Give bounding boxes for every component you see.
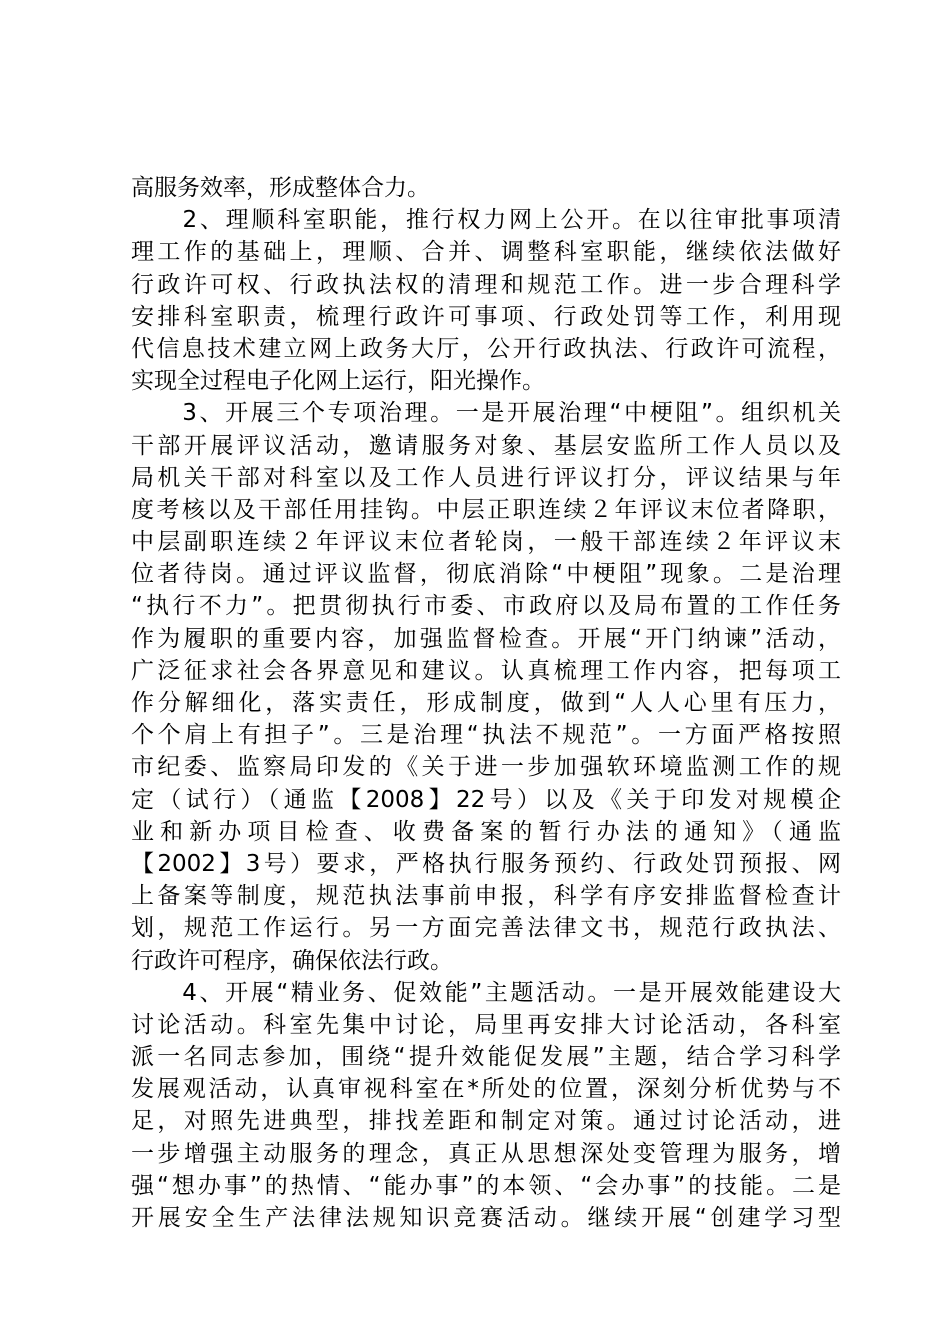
text-line: 一步增强主动服务的理念，真正从思想深处变管理为服务，增 [131, 1140, 841, 1167]
text-line: 4、开展“精业务、促效能”主题活动。一是开展效能建设大 [131, 979, 841, 1006]
text-line: 开展安全生产法律法规知识竞赛活动。继续开展“创建学习型 [131, 1205, 841, 1231]
text-line: 2、理顺科室职能，推行权力网上公开。在以往审批事项清 [131, 207, 841, 234]
text-line: “执行不力”。把贯彻执行市委、市政府以及局布置的工作任务 [131, 593, 841, 620]
text-line: 实现全过程电子化网上运行，阳光操作。 [131, 368, 545, 395]
text-line: 度考核以及干部任用挂钩。中层正职连续２年评议末位者降职， [131, 496, 841, 523]
text-line: 行政许可程序，确保依法行政。 [131, 947, 453, 974]
text-line: 强“想办事”的热情、“能办事”的本领、“会办事”的技能。二是 [131, 1172, 841, 1199]
text-line: 行政许可权、行政执法权的清理和规范工作。进一步合理科学 [131, 271, 841, 298]
text-line: 个个肩上有担子”。三是治理“执法不规范”。一方面严格按照 [131, 722, 841, 749]
text-line: 业和新办项目检查、收费备案的暂行办法的通知》（通监 [131, 818, 841, 845]
text-line: 安排科室职责，梳理行政许可事项、行政处罚等工作，利用现 [131, 303, 841, 330]
text-line: 发展观活动，认真审视科室在*所处的位置，深刻分析优势与不 [131, 1076, 841, 1103]
text-line: 3、开展三个专项治理。一是开展治理“中梗阻”。组织机关 [131, 400, 841, 427]
text-line: 派一名同志参加，围绕“提升效能促发展”主题，结合学习科学 [131, 1044, 841, 1071]
body-text [131, 172, 841, 1234]
text-line: 上备案等制度，规范执法事前申报，科学有序安排监督检查计 [131, 883, 841, 910]
text-line: 作为履职的重要内容，加强监督检查。开展“开门纳谏”活动， [131, 625, 841, 652]
text-line: 定（试行）（通监【2008】22号）以及《关于印发对规模企 [131, 786, 841, 813]
text-line: 位者待岗。通过评议监督，彻底消除“中梗阻”现象。二是治理 [131, 561, 841, 588]
text-line: 中层副职连续２年评议末位者轮岗，一般干部连续２年评议末 [131, 529, 841, 556]
text-line: 【2002】3号）要求，严格执行服务预约、行政处罚预报、网 [131, 850, 841, 877]
text-line: 代信息技术建立网上政务大厅，公开行政执法、行政许可流程， [131, 335, 841, 362]
text-line: 市纪委、监察局印发的《关于进一步加强软环境监测工作的规 [131, 754, 841, 781]
text-line: 作分解细化，落实责任，形成制度，做到“人人心里有压力， [131, 690, 841, 716]
text-line: 讨论活动。科室先集中讨论，局里再安排大讨论活动，各科室 [131, 1011, 841, 1038]
text-line: 高服务效率，形成整体合力。 [131, 175, 430, 201]
text-line: 局机关干部对科室以及工作人员进行评议打分，评议结果与年 [131, 464, 841, 491]
text-line: 干部开展评议活动，邀请服务对象、基层安监所工作人员以及 [131, 432, 841, 459]
text-line: 广泛征求社会各界意见和建议。认真梳理工作内容，把每项工 [131, 657, 841, 684]
text-line: 划，规范工作运行。另一方面完善法律文书，规范行政执法、 [131, 915, 841, 942]
text-line: 足，对照先进典型，排找差距和制定对策。通过讨论活动，进 [131, 1108, 841, 1135]
text-line: 理工作的基础上，理顺、合并、调整科室职能，继续依法做好 [131, 239, 841, 266]
